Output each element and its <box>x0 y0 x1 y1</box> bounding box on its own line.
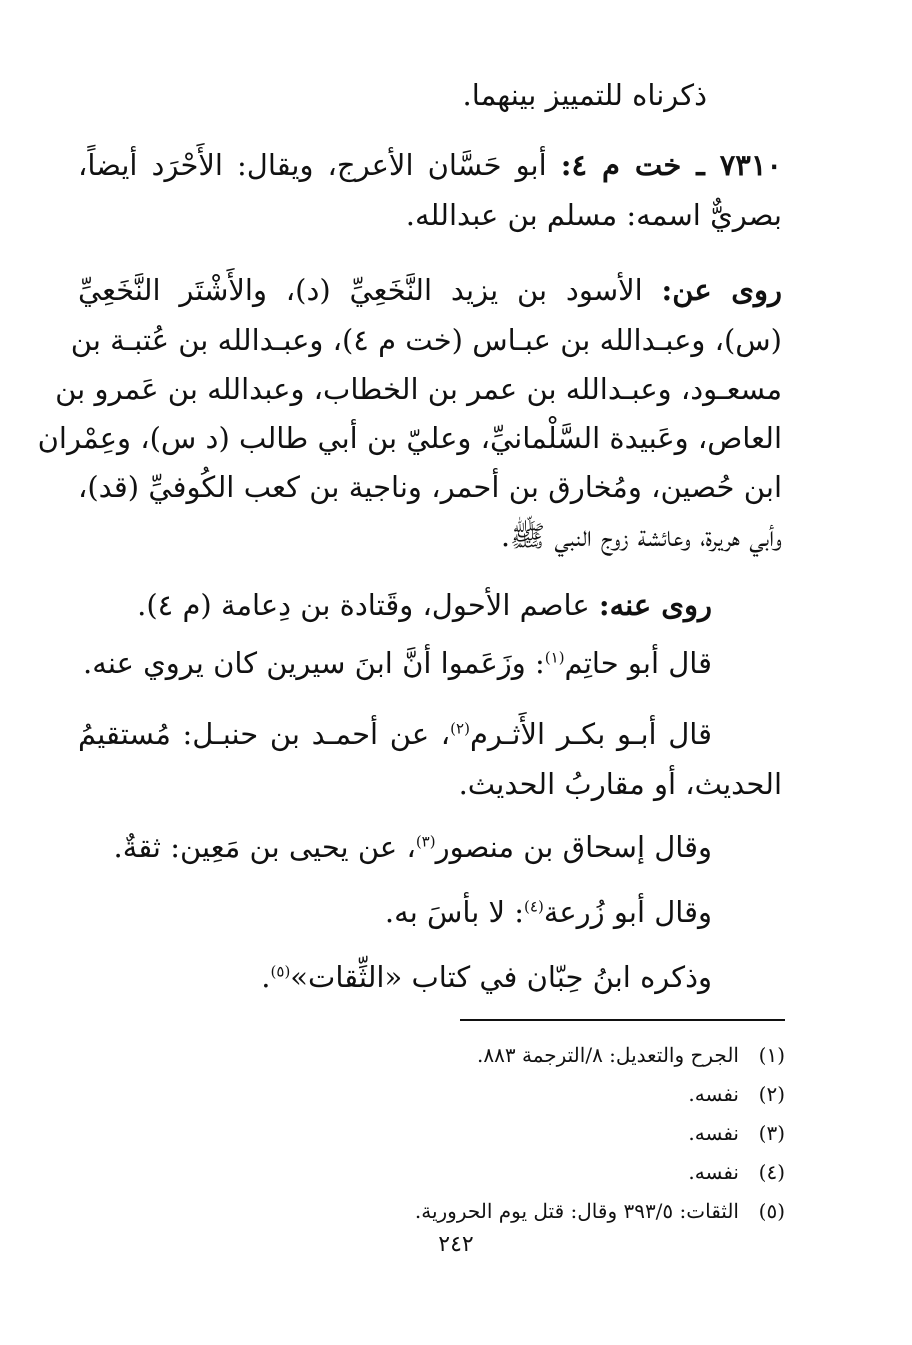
rawa-an-line-2: (س)، وعبـدالله بن عبـاس (خت م ٤)، وعبـدالله بن عُتبـة بن <box>70 323 782 357</box>
ishaq-after: ، عن يحيى بن مَعِين: ثقةٌ. <box>113 830 416 864</box>
rawa-an-line-5: ابن حُصين، ومُخارق بن أحمر، وناجية بن كعب الكُوفيِّ (قد)، <box>78 470 782 504</box>
hibban-before: وذكره ابنُ حِبّان في كتاب «الثِّقات» <box>290 960 712 994</box>
footnote-ref-5: (٥) <box>270 962 291 981</box>
rawa-anhu-text: عاصم الأحول، وقَتادة بن دِعامة (م ٤). <box>137 588 590 622</box>
footnote-number: (٢) <box>758 1082 785 1106</box>
footnote-number: (٣) <box>758 1121 785 1145</box>
footnote-2 <box>688 1080 785 1108</box>
footnote-ref-1: (١) <box>544 648 565 667</box>
footnote-text: الجرح والتعديل: ٨/الترجمة ٨٨٣. <box>477 1043 739 1067</box>
entry-name: أبو حَسَّان الأعرج، ويقال: الأَحْرَد أيضاً، <box>78 148 547 182</box>
entry-line-2: بصريٌّ اسمه: مسلم بن عبدالله. <box>405 198 782 232</box>
page-number: ٢٤٢ <box>438 1232 474 1257</box>
rawa-an-line-6: وأبي هريرة، وعائشة زوج النبي ﷺ. <box>500 519 782 553</box>
rawa-an-line-1 <box>78 268 782 312</box>
footnote-text: نفسه. <box>688 1160 739 1184</box>
hibban-line <box>261 955 712 999</box>
footnote-1 <box>477 1041 785 1069</box>
zura-after: : لا بأسَ به. <box>384 895 525 929</box>
hibban-after: . <box>261 960 271 994</box>
entry-line-1 <box>78 143 782 187</box>
footnote-ref-4: (٤) <box>524 897 544 916</box>
rawa-an-text: الأسود بن يزيد النَّخَعِيِّ (د)، والأَشْتَر النَّخَعِيِّ <box>78 273 643 307</box>
rawa-an-label: روى عن: <box>661 273 783 307</box>
footnote-divider <box>460 1019 785 1021</box>
athram-before: قال أبـو بكـر الأَثـرم <box>469 717 712 751</box>
ishaq-before: وقال إسحاق بن منصور <box>435 830 712 864</box>
entry-number-codes: ٧٣١٠ ـ خت م ٤: <box>560 148 783 182</box>
zura-before: وقال أبو زُرعة <box>543 895 712 929</box>
intro-line: ذكرناه للتمييز بينهما. <box>462 78 707 112</box>
footnote-number: (١) <box>758 1043 785 1067</box>
footnote-number: (٥) <box>758 1199 785 1223</box>
rawa-anhu-line <box>137 583 712 627</box>
footnote-number: (٤) <box>758 1160 785 1184</box>
zura-line <box>385 890 712 934</box>
ishaq-line <box>113 825 712 869</box>
footnote-text: نفسه. <box>688 1121 739 1145</box>
abu-hatim-line <box>83 641 712 685</box>
athram-after: ، عن أحمـد بن حنبـل: مُستقيمُ <box>78 717 451 751</box>
footnote-3 <box>688 1119 785 1147</box>
footnote-ref-2: (٢) <box>450 719 470 738</box>
rawa-an-line-4: العاص، وعَبيدة السَّلْمانيِّ، وعليّ بن أبي طالب (د س)، وعِمْران <box>37 421 782 455</box>
rawa-an-line-3: مسعـود، وعبـدالله بن عمر بن الخطاب، وعبدالله بن عَمرو بن <box>55 372 782 406</box>
abu-hatim-after: : وزَعَموا أنَّ ابنَ سيرين كان يروي عنه. <box>83 646 545 680</box>
athram-line-2: الحديث، أو مقاربُ الحديث. <box>458 767 782 801</box>
footnote-text: الثقات: ٣٩٣/٥ وقال: قتل يوم الحرورية. <box>414 1199 739 1223</box>
rawa-anhu-label: روى عنه: <box>598 588 712 622</box>
footnote-text: نفسه. <box>688 1082 739 1106</box>
footnote-ref-3: (٣) <box>415 832 436 851</box>
footnote-4 <box>688 1158 785 1186</box>
abu-hatim-before: قال أبو حاتِم <box>564 646 712 680</box>
footnote-5 <box>415 1197 785 1225</box>
athram-line-1 <box>78 712 712 756</box>
